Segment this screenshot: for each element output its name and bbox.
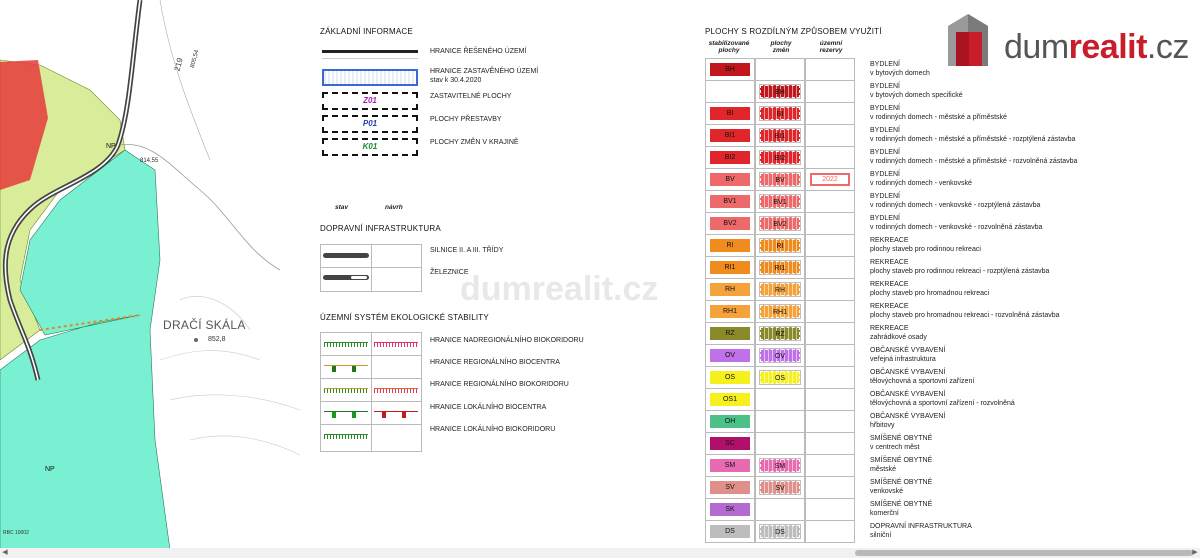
plochy-row-label [870,192,1040,210]
legend-label: PLOCHY PŘESTAVBY [430,116,502,123]
built-up-boundary-symbol [322,69,418,86]
legend-sublabel: stav k 30.4.2020 [430,77,482,84]
local-corridor-stav [324,434,368,439]
legend-row-prestavby [320,113,720,135]
plochy-row-label [870,478,932,496]
scroll-left-arrow-icon[interactable]: ◀ [2,549,8,556]
zmen-cell [755,476,805,499]
transport-title: DOPRAVNÍ INFRASTRUKTURA [320,224,441,233]
plochy-row [705,278,1175,300]
stab-chip: OS1 [710,393,750,406]
zmen-cell [755,168,805,191]
logo-text [1004,30,1189,64]
legend-label: HRANICE ZASTAVĚNÉHO ÚZEMÍ [430,68,539,75]
legend-row-krajina [320,136,720,158]
legend-label: ŽELEZNICE [430,269,469,276]
stab-chip: BH [710,63,750,76]
zmen-chip: DS [760,525,800,538]
plochy-row-title: OBČANSKÉ VYBAVENÍ [870,347,946,354]
legend-row-built-up [320,66,720,88]
col-zmen-header-1: plochy [770,40,792,47]
nadregional-corridor-navrh [374,342,418,347]
plochy-row [705,80,1175,102]
plochy-row [705,498,1175,520]
local-biocentre-navrh [374,411,418,418]
rez-cell [805,168,855,191]
plochy-row-title: OBČANSKÉ VYBAVENÍ [870,369,946,376]
col-stab-header-2: plochy [718,47,740,54]
map-road-number: 219 [172,56,185,73]
stab-cell [705,234,755,257]
plochy-row-subtitle: tělovýchovná a sportovní zařízení [870,378,975,385]
stab-chip: RI1 [710,261,750,274]
transport-legend-box [320,244,422,292]
zmen-chip: RI [760,239,800,252]
plochy-row-title: REKREACE [870,237,909,244]
plochy-row-subtitle: v bytových domech [870,70,930,77]
logo-suffix: .cz [1146,28,1189,66]
zmen-cell [755,58,805,81]
zmen-cell [755,80,805,103]
rez-cell [805,256,855,279]
map-sheet-code: RBC 10002 [3,530,29,536]
zmen-cell [755,454,805,477]
zmen-cell [755,102,805,125]
rez-cell [805,454,855,477]
stab-cell [705,476,755,499]
rez-cell [805,476,855,499]
map-elevation-label: 814,55 [140,158,159,164]
stab-cell [705,146,755,169]
plochy-row [705,146,1175,168]
dumrealit-logo[interactable] [946,12,1189,68]
zmen-chip: RZ [760,327,800,340]
zmen-chip: BI2 [760,151,800,164]
house-logo-icon [946,14,992,68]
col-zmen-header-2: změn [772,47,790,54]
legend-label: HRANICE REGIONÁLNÍHO BIOCENTRA [430,359,560,366]
zmen-chip: RH1 [760,305,800,318]
stab-chip: BI1 [710,129,750,142]
stab-chip: DS [710,525,750,538]
zmen-chip: SV [760,481,800,494]
rez-cell [805,278,855,301]
plochy-row-label [870,412,945,430]
prestavby-symbol: P01 [322,115,418,133]
stab-chip: BV [710,173,750,186]
plochy-row [705,476,1175,498]
legend-label: HRANICE ŘEŠENÉHO ÚZEMÍ [430,48,527,55]
plochy-row-title: BYDLENÍ [870,127,900,134]
plochy-row [705,410,1175,432]
krajina-symbol: K01 [322,138,418,156]
plochy-row-subtitle: hřbitovy [870,422,895,429]
plochy-row-label [870,148,1077,166]
plochy-row-subtitle: plochy staveb pro rodinnou rekreaci [870,246,981,253]
plochy-row-label [870,456,932,474]
rez-chip: 2022 [810,173,850,186]
rez-cell [805,102,855,125]
stab-chip: BI [710,107,750,120]
plochy-row-title: BYDLENÍ [870,105,900,112]
zmen-cell [755,344,805,367]
stab-cell [705,520,755,543]
plochy-row-label [870,368,974,386]
plochy-row-label [870,500,932,518]
stab-chip: SK [710,503,750,516]
plochy-row-subtitle: silniční [870,532,892,539]
rez-cell [805,366,855,389]
plochy-row-title: BYDLENÍ [870,215,900,222]
plochy-row-title: OBČANSKÉ VYBAVENÍ [870,413,946,420]
zmen-chip: RI1 [760,261,800,274]
plochy-row-title: BYDLENÍ [870,193,900,200]
plochy-row-label [870,434,932,452]
plochy-row-subtitle: komerční [870,510,899,517]
plochy-row [705,124,1175,146]
plochy-row [705,366,1175,388]
zmen-chip: BV [760,173,800,186]
stab-chip: BV2 [710,217,750,230]
plochy-row-title: DOPRAVNÍ INFRASTRUKTURA [870,523,972,530]
zmen-cell [755,124,805,147]
stab-cell [705,256,755,279]
plochy-row [705,454,1175,476]
plochy-title: PLOCHY S ROZDÍLNÝM ZPŮSOBEM VYUŽITÍ [705,27,882,36]
rez-cell [805,388,855,411]
zmen-chip: BI1 [760,129,800,142]
zmen-cell [755,366,805,389]
zmen-cell [755,234,805,257]
legend-label: HRANICE REGIONÁLNÍHO BIOKORIDORU [430,381,569,388]
plochy-row-label [870,126,1075,144]
plochy-row-label [870,170,972,188]
local-biocentre-stav [324,411,368,418]
plochy-row-subtitle: zahrádkové osady [870,334,927,341]
stab-cell [705,124,755,147]
plochy-row [705,344,1175,366]
plochy-row-subtitle: v bytových domech specifické [870,92,963,99]
eco-legend-box [320,332,422,452]
rez-cell [805,322,855,345]
plochy-row-title: SMÍŠENÉ OBYTNÉ [870,435,933,442]
stab-cell [705,168,755,191]
plochy-row-subtitle: plochy staveb pro hromadnou rekreaci - rozvolněná zástavba [870,312,1060,319]
rez-cell [805,190,855,213]
plochy-row-label [870,82,963,100]
stab-chip: OS [710,371,750,384]
legend-row-zastavitelne [320,90,720,112]
rez-cell [805,234,855,257]
logo-brand: realit [1068,28,1147,66]
stab-cell [705,190,755,213]
stab-cell [705,322,755,345]
plochy-row-label [870,104,1007,122]
logo-prefix: dum [1004,28,1069,66]
legend-row-boundary [320,43,720,65]
plochy-row [705,520,1175,542]
plochy-row-subtitle: v rodinných domech - venkovské [870,180,972,187]
legend-label: PLOCHY ZMĚN V KRAJINĚ [430,139,519,146]
zmen-chip: SM [760,459,800,472]
col-stab-header-1: stabilizované [708,40,750,47]
plochy-row [705,432,1175,454]
map-elevation-label: 805,54 [189,49,201,69]
plochy-row [705,102,1175,124]
stab-cell [705,410,755,433]
plochy-row-label [870,214,1042,232]
stab-chip: RH1 [710,305,750,318]
stab-cell [705,454,755,477]
rez-cell [805,212,855,235]
plochy-row-title: BYDLENÍ [870,149,900,156]
zmen-cell [755,146,805,169]
plochy-row-subtitle: venkovské [870,488,904,495]
zmen-cell [755,432,805,455]
plochy-row-subtitle: plochy staveb pro hromadnou rekreaci [870,290,990,297]
horizontal-scrollbar[interactable] [0,548,1200,558]
rez-cell [805,146,855,169]
scroll-thumb[interactable] [855,550,1193,556]
plochy-row [705,212,1175,234]
stab-chip: RZ [710,327,750,340]
plochy-row-title: BYDLENÍ [870,61,900,68]
railway-symbol-inner [351,276,367,279]
plochy-row-title: SMÍŠENÉ OBYTNÉ [870,479,933,486]
zmen-cell [755,388,805,411]
stab-cell [705,300,755,323]
plochy-row [705,300,1175,322]
stab-chip: SM [710,459,750,472]
rez-cell [805,344,855,367]
legend-label: HRANICE LOKÁLNÍHO BIOCENTRA [430,404,547,411]
map-excerpt[interactable] [0,0,300,550]
stab-chip: RI [710,239,750,252]
stab-chip: OV [710,349,750,362]
plochy-row-subtitle: městské [870,466,897,473]
plochy-row-subtitle: v rodinných domech - městské a příměstské [870,114,1007,121]
zmen-cell [755,212,805,235]
plochy-row-title: SMÍŠENÉ OBYTNÉ [870,501,933,508]
zmen-chip: OV [760,349,800,362]
stab-cell [705,212,755,235]
regional-corridor-stav [324,388,368,393]
plochy-row-title: OBČANSKÉ VYBAVENÍ [870,391,946,398]
map-np-label: NP [106,143,116,150]
zmen-chip: BH [760,85,800,98]
plochy-row [705,234,1175,256]
rez-cell [805,124,855,147]
rez-cell [805,300,855,323]
zmen-chip: BV2 [760,217,800,230]
plochy-row-label [870,522,972,540]
plochy-row-title: REKREACE [870,303,909,310]
stab-cell [705,278,755,301]
col-rez-header-2: rezervy [819,47,843,54]
rez-cell [805,410,855,433]
plochy-row [705,190,1175,212]
stab-chip: BV1 [710,195,750,208]
plochy-row-subtitle: tělovýchovná a sportovní zařízení - rozvolněná [870,400,1015,407]
plochy-row [705,256,1175,278]
stab-chip: RH [710,283,750,296]
stab-cell [705,102,755,125]
plochy-row-title: BYDLENÍ [870,83,900,90]
legend-label: HRANICE NADREGIONÁLNÍHO BIOKORIDORU [430,337,584,344]
legend-label: SILNICE II. A III. TŘÍDY [430,247,504,254]
zmen-cell [755,300,805,323]
zmen-cell [755,498,805,521]
stab-chip: OH [710,415,750,428]
plochy-row-label [870,324,927,342]
stab-cell [705,498,755,521]
eco-title: ÚZEMNÍ SYSTÉM EKOLOGICKÉ STABILITY [320,313,489,322]
rez-cell [805,520,855,543]
stab-cell [705,344,755,367]
map-place-name: DRAČÍ SKÁLA [163,318,246,332]
zmen-chip: BV1 [760,195,800,208]
zmen-cell [755,256,805,279]
zmen-cell [755,190,805,213]
stav-header: stav [335,204,349,211]
map-np-label: NP [45,466,55,473]
watermark: dumrealit.cz [460,270,659,308]
zmen-chip: BI [760,107,800,120]
stab-cell [705,80,755,103]
zmen-cell [755,278,805,301]
plochy-row-subtitle: veřejná infrastruktura [870,356,936,363]
stab-cell [705,388,755,411]
regional-biocentre-stav [324,365,368,372]
plochy-row-title: SMÍŠENÉ OBYTNÉ [870,457,933,464]
plochy-row-label [870,346,945,364]
plochy-row-label [870,236,981,254]
zmen-chip: RH [760,283,800,296]
zmen-chip: OS [760,371,800,384]
plochy-row-title: REKREACE [870,281,909,288]
plochy-row [705,322,1175,344]
plochy-row-label [870,390,1015,408]
map-elevation-label: 852,8 [208,336,226,343]
plochy-row-subtitle: v centrech měst [870,444,920,451]
legend-label: ZASTAVITELNÉ PLOCHY [430,93,512,100]
boundary-symbol [322,50,418,59]
plochy-row-subtitle: v rodinných domech - městské a příměstské - rozptýlená zástavba [870,136,1076,143]
plochy-row-label [870,280,989,298]
rez-cell [805,432,855,455]
plochy-row-subtitle: v rodinných domech - venkovské - rozptýlená zástavba [870,202,1041,209]
plochy-row-subtitle: plochy staveb pro rodinnou rekreaci - rozptýlená zástavba [870,268,1050,275]
plochy-row-subtitle: v rodinných domech - městské a příměstské - rozvolněná zástavba [870,158,1078,165]
navrh-header: návrh [385,204,403,211]
plochy-row-label [870,60,930,78]
legend-label: HRANICE LOKÁLNÍHO BIOKORIDORU [430,426,556,433]
zmen-cell [755,520,805,543]
stab-cell [705,366,755,389]
scroll-right-arrow-icon[interactable]: ▶ [1192,549,1198,556]
stab-chip: SC [710,437,750,450]
nadregional-corridor-stav [324,342,368,347]
rez-cell [805,58,855,81]
basic-info-title: ZÁKLADNÍ INFORMACE [320,27,413,36]
plochy-row-title: REKREACE [870,325,909,332]
plochy-row-title: BYDLENÍ [870,171,900,178]
road-symbol [323,253,369,258]
zmen-cell [755,322,805,345]
plochy-row-subtitle: v rodinných domech - venkovské - rozvolněná zástavba [870,224,1043,231]
stab-chip: SV [710,481,750,494]
stab-cell [705,58,755,81]
rez-cell [805,498,855,521]
plochy-row-title: REKREACE [870,259,909,266]
plochy-row-label [870,302,1060,320]
col-rez-header-1: územní [819,40,843,47]
stab-chip: BI2 [710,151,750,164]
rez-cell [805,80,855,103]
regional-corridor-navrh [374,388,418,393]
zmen-cell [755,410,805,433]
plochy-row [705,388,1175,410]
plochy-row [705,168,1175,190]
plochy-row-label [870,258,1049,276]
zastavitelne-symbol: Z01 [322,92,418,110]
stab-cell [705,432,755,455]
